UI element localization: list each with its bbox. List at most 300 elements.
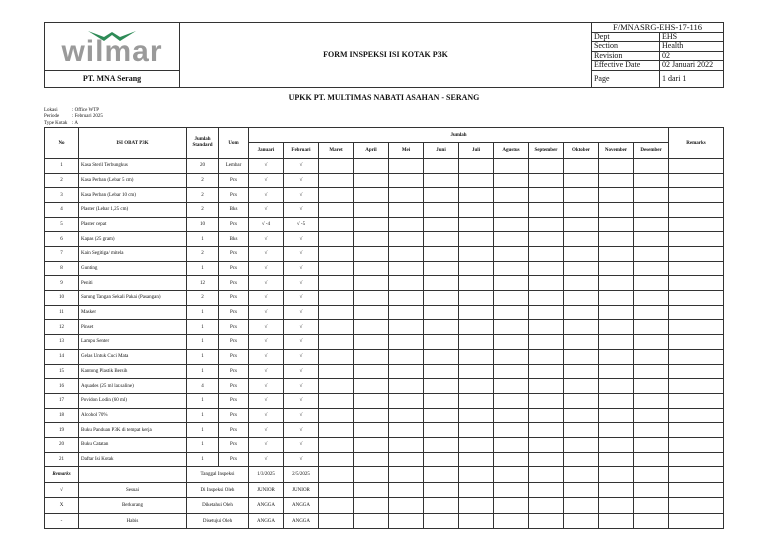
footer-empty [529, 498, 564, 514]
row-check-empty [599, 379, 634, 394]
row-check-januari: √ [249, 261, 284, 276]
row-check-empty [494, 188, 529, 203]
row-check-empty [424, 423, 459, 438]
row-check-empty [529, 276, 564, 291]
footer-empty [319, 467, 354, 483]
row-check-empty [354, 291, 389, 306]
row-check-empty [459, 379, 494, 394]
row-check-januari: √ [249, 188, 284, 203]
row-check-empty [389, 173, 424, 188]
row-check-empty [599, 261, 634, 276]
row-check-empty [459, 158, 494, 173]
row-check-empty [459, 349, 494, 364]
footer-empty [389, 513, 424, 529]
row-uom: Pcs [219, 188, 249, 203]
info-type-kotak: Type Kotak : A [44, 120, 78, 126]
row-check-empty [389, 349, 424, 364]
row-check-empty [494, 379, 529, 394]
row-check-empty [354, 408, 389, 423]
row-check-empty [529, 247, 564, 262]
row-check-empty [319, 276, 354, 291]
wilmar-logo [45, 27, 179, 69]
row-check-empty [529, 335, 564, 350]
row-check-empty [424, 335, 459, 350]
footer-row [45, 467, 724, 483]
table-row [45, 335, 724, 350]
row-check-empty [389, 452, 424, 467]
form-sheet [44, 22, 724, 529]
row-item-name: Masker [79, 305, 187, 320]
logo-cell [45, 23, 180, 71]
table-row [45, 261, 724, 276]
row-check-empty [599, 202, 634, 217]
row-check-empty [354, 188, 389, 203]
month-header-januari: Januari [249, 142, 284, 158]
row-check-empty [564, 217, 599, 232]
row-item-name: Kantong Plastik Bersih [79, 364, 187, 379]
row-standard-qty: 1 [187, 423, 219, 438]
row-check-empty [634, 188, 669, 203]
row-standard-qty: 10 [187, 217, 219, 232]
row-check-empty [319, 188, 354, 203]
row-check-empty [459, 364, 494, 379]
row-check-empty [599, 349, 634, 364]
row-uom: Pcs [219, 437, 249, 452]
row-no: 21 [45, 452, 79, 467]
row-item-name: Buku Panduan P3K di tempat kerja [79, 423, 187, 438]
row-check-empty [424, 364, 459, 379]
row-uom: Pcs [219, 247, 249, 262]
row-uom: Pcs [219, 364, 249, 379]
footer-row [45, 513, 724, 529]
month-header-desember: Desember [634, 142, 669, 158]
row-check-empty [459, 437, 494, 452]
table-row [45, 217, 724, 232]
footer-empty [634, 482, 669, 498]
footer-empty [564, 498, 599, 514]
row-item-name: Buku Catatan [79, 437, 187, 452]
form-subtitle: UPKK PT. MULTIMAS NABATI ASAHAN - SERANG [288, 92, 480, 102]
row-item-name: Peniti [79, 276, 187, 291]
row-check-empty [494, 320, 529, 335]
row-check-februari: √ [284, 276, 319, 291]
row-check-empty [459, 291, 494, 306]
row-check-januari: √ [249, 320, 284, 335]
row-check-empty [634, 202, 669, 217]
footer-empty [494, 467, 529, 483]
row-check-empty [319, 173, 354, 188]
row-check-empty [319, 437, 354, 452]
row-check-empty [564, 452, 599, 467]
row-standard-qty: 1 [187, 305, 219, 320]
row-no: 19 [45, 423, 79, 438]
row-standard-qty: 1 [187, 232, 219, 247]
table-row [45, 188, 724, 203]
row-check-februari: √ [284, 349, 319, 364]
row-check-empty [354, 379, 389, 394]
row-check-empty [599, 247, 634, 262]
row-check-empty [599, 158, 634, 173]
row-check-empty [529, 364, 564, 379]
row-check-februari: √ [284, 393, 319, 408]
row-check-empty [319, 158, 354, 173]
row-check-empty [389, 393, 424, 408]
meta-value-section: Health [659, 42, 723, 52]
row-remarks [669, 158, 724, 173]
row-check-empty [354, 158, 389, 173]
row-remarks [669, 452, 724, 467]
month-header-september: September [529, 142, 564, 158]
legend-meaning: Habis [79, 513, 187, 529]
row-check-empty [424, 202, 459, 217]
row-check-empty [459, 320, 494, 335]
footer-empty [634, 513, 669, 529]
table-row [45, 452, 724, 467]
row-check-empty [529, 232, 564, 247]
row-standard-qty: 4 [187, 379, 219, 394]
footer-februari: JUNIOR [284, 482, 319, 498]
header-item: ISI OBAT P3K [79, 128, 187, 159]
row-check-empty [634, 335, 669, 350]
row-check-empty [354, 261, 389, 276]
meta-key-revision: Revision [591, 51, 659, 61]
row-no: 15 [45, 364, 79, 379]
row-check-empty [389, 188, 424, 203]
row-uom: Pcs [219, 452, 249, 467]
row-standard-qty: 12 [187, 276, 219, 291]
row-check-empty [354, 173, 389, 188]
row-check-empty [389, 423, 424, 438]
info-periode: Periode : Februari 2025 [44, 114, 103, 120]
row-check-empty [424, 305, 459, 320]
row-check-empty [354, 320, 389, 335]
row-check-februari: √ [284, 408, 319, 423]
form-header [44, 22, 724, 88]
row-standard-qty: 1 [187, 437, 219, 452]
footer-empty [494, 482, 529, 498]
row-check-empty [634, 217, 669, 232]
row-check-empty [424, 276, 459, 291]
row-check-februari: √ [284, 379, 319, 394]
row-check-empty [319, 379, 354, 394]
legend-meaning: Sesuai [79, 482, 187, 498]
row-check-empty [599, 232, 634, 247]
row-check-januari: √ [249, 202, 284, 217]
row-check-empty [354, 232, 389, 247]
footer-remarks-empty [669, 513, 724, 529]
row-check-januari: √ [249, 364, 284, 379]
footer-empty [424, 467, 459, 483]
row-check-empty [634, 379, 669, 394]
row-standard-qty: 2 [187, 247, 219, 262]
row-check-empty [424, 437, 459, 452]
row-check-empty [459, 232, 494, 247]
row-remarks [669, 437, 724, 452]
row-no: 14 [45, 349, 79, 364]
row-check-empty [389, 305, 424, 320]
row-uom: Pcs [219, 335, 249, 350]
row-check-empty [319, 261, 354, 276]
row-check-empty [494, 158, 529, 173]
row-check-empty [494, 452, 529, 467]
row-uom: Pcs [219, 173, 249, 188]
row-check-empty [599, 335, 634, 350]
row-check-empty [424, 247, 459, 262]
row-item-name: Kasa Steril Terbungkus [79, 158, 187, 173]
row-uom: Pcs [219, 408, 249, 423]
row-check-empty [319, 320, 354, 335]
row-check-februari: √ [284, 305, 319, 320]
footer-januari: ANGGA [249, 513, 284, 529]
meta-key-dept: Dept [591, 32, 659, 42]
item-rows [45, 158, 724, 466]
row-check-empty [319, 291, 354, 306]
footer-empty [424, 513, 459, 529]
row-standard-qty: 1 [187, 364, 219, 379]
row-check-februari: √ [284, 452, 319, 467]
month-header-oktober: Oktober [564, 142, 599, 158]
footer-empty [634, 467, 669, 483]
row-check-empty [494, 261, 529, 276]
row-no: 7 [45, 247, 79, 262]
row-remarks [669, 188, 724, 203]
footer-remarks-empty [669, 467, 724, 483]
row-check-empty [494, 335, 529, 350]
row-remarks [669, 408, 724, 423]
row-no: 9 [45, 276, 79, 291]
row-check-empty [424, 261, 459, 276]
row-standard-qty: 2 [187, 202, 219, 217]
row-check-empty [564, 408, 599, 423]
row-check-januari: √ [249, 335, 284, 350]
row-check-empty [634, 261, 669, 276]
row-check-empty [389, 364, 424, 379]
row-item-name: Gunting [79, 261, 187, 276]
footer-empty [319, 482, 354, 498]
legend-symbol: X [45, 498, 79, 514]
row-check-empty [564, 423, 599, 438]
row-remarks [669, 364, 724, 379]
row-check-empty [529, 379, 564, 394]
inspection-table [44, 127, 724, 529]
row-uom: Pcs [219, 349, 249, 364]
table-row [45, 320, 724, 335]
footer-label: Disetujui Oleh [187, 513, 249, 529]
footer-empty [319, 513, 354, 529]
row-uom: Bks [219, 202, 249, 217]
month-header-juni: Juni [424, 142, 459, 158]
row-check-empty [354, 349, 389, 364]
month-header-mei: Mei [389, 142, 424, 158]
row-check-empty [424, 217, 459, 232]
row-item-name: Kasa Perban (Lebar 10 cm) [79, 188, 187, 203]
row-remarks [669, 232, 724, 247]
row-item-name: Aquades (25 ml lar.saline) [79, 379, 187, 394]
row-standard-qty: 1 [187, 408, 219, 423]
row-check-empty [634, 423, 669, 438]
table-row [45, 158, 724, 173]
row-standard-qty: 1 [187, 335, 219, 350]
row-check-empty [319, 305, 354, 320]
row-check-empty [319, 423, 354, 438]
row-check-empty [634, 408, 669, 423]
row-check-empty [564, 232, 599, 247]
row-uom: Pcs [219, 379, 249, 394]
row-check-empty [494, 217, 529, 232]
footer-empty [529, 467, 564, 483]
row-check-empty [459, 202, 494, 217]
row-check-februari: √ [284, 320, 319, 335]
footer-februari: 2/5/2025 [284, 467, 319, 483]
row-no: 20 [45, 437, 79, 452]
legend-symbol: - [45, 513, 79, 529]
legend-meaning: Berkurang [79, 498, 187, 514]
row-check-empty [494, 291, 529, 306]
row-uom: Pcs [219, 291, 249, 306]
form-title: FORM INSPEKSI ISI KOTAK P3K [180, 23, 592, 88]
row-no: 4 [45, 202, 79, 217]
table-row [45, 364, 724, 379]
row-check-empty [459, 305, 494, 320]
row-check-januari: √ [249, 305, 284, 320]
row-check-empty [494, 202, 529, 217]
row-remarks [669, 217, 724, 232]
row-uom: Pcs [219, 320, 249, 335]
row-check-empty [494, 423, 529, 438]
row-no: 2 [45, 173, 79, 188]
row-no: 1 [45, 158, 79, 173]
footer-empty [459, 498, 494, 514]
row-check-januari: √ [249, 379, 284, 394]
meta-key-section: Section [591, 42, 659, 52]
row-check-empty [389, 379, 424, 394]
row-check-januari: √ -4 [249, 217, 284, 232]
row-check-empty [389, 247, 424, 262]
row-remarks [669, 379, 724, 394]
row-uom: Bks [219, 232, 249, 247]
row-standard-qty: 2 [187, 188, 219, 203]
row-check-januari: √ [249, 423, 284, 438]
row-check-empty [494, 437, 529, 452]
row-check-januari: √ [249, 393, 284, 408]
footer-remarks-empty [669, 482, 724, 498]
info-block [44, 108, 724, 127]
row-check-februari: √ [284, 364, 319, 379]
row-check-empty [529, 349, 564, 364]
row-check-empty [529, 452, 564, 467]
row-check-empty [424, 291, 459, 306]
footer-empty [354, 482, 389, 498]
meta-value-page: 1 dari 1 [659, 70, 723, 87]
row-check-empty [459, 276, 494, 291]
row-standard-qty: 1 [187, 261, 219, 276]
remarks-legend-label: Remarks [45, 467, 79, 483]
row-check-februari: √ [284, 202, 319, 217]
info-lokasi: Lokasi : Office WTP [44, 107, 100, 113]
doc-code: F/MNASRG-EHS-17-116 [591, 23, 723, 33]
row-check-empty [634, 305, 669, 320]
row-check-empty [529, 158, 564, 173]
row-check-januari: √ [249, 437, 284, 452]
row-check-empty [529, 173, 564, 188]
row-check-empty [494, 276, 529, 291]
row-no: 10 [45, 291, 79, 306]
footer-empty [354, 513, 389, 529]
row-remarks [669, 305, 724, 320]
row-check-empty [354, 364, 389, 379]
footer-empty [599, 498, 634, 514]
row-item-name: Kapas (25 gram) [79, 232, 187, 247]
row-remarks [669, 349, 724, 364]
row-item-name: Povidon Lodin (60 ml) [79, 393, 187, 408]
row-check-empty [564, 335, 599, 350]
row-check-empty [389, 202, 424, 217]
row-check-empty [459, 423, 494, 438]
footer-empty [494, 498, 529, 514]
row-check-empty [319, 393, 354, 408]
row-check-januari: √ [249, 408, 284, 423]
table-row [45, 379, 724, 394]
footer-label: Di Inspeksi Oleh [187, 482, 249, 498]
month-header-februari: Februari [284, 142, 319, 158]
row-check-empty [564, 158, 599, 173]
row-check-empty [494, 408, 529, 423]
row-check-empty [459, 247, 494, 262]
table-row [45, 408, 724, 423]
row-check-empty [529, 291, 564, 306]
row-standard-qty: 2 [187, 291, 219, 306]
footer-empty [354, 467, 389, 483]
footer-rows [45, 467, 724, 529]
row-check-empty [599, 437, 634, 452]
footer-empty [564, 467, 599, 483]
footer-empty [319, 498, 354, 514]
row-check-empty [564, 188, 599, 203]
footer-label: Diketahui Oleh [187, 498, 249, 514]
row-item-name: Kain Segitiga/ mitela [79, 247, 187, 262]
row-standard-qty: 2 [187, 173, 219, 188]
row-check-empty [494, 349, 529, 364]
row-check-empty [599, 173, 634, 188]
row-check-empty [564, 291, 599, 306]
row-item-name: Gelas Untuk Cuci Mata [79, 349, 187, 364]
row-check-empty [494, 305, 529, 320]
row-check-empty [424, 188, 459, 203]
row-check-februari: √ [284, 247, 319, 262]
row-no: 6 [45, 232, 79, 247]
row-check-empty [494, 247, 529, 262]
table-row [45, 349, 724, 364]
meta-value-effective-date: 02 Januari 2022 [659, 61, 723, 71]
row-uom: Pcs [219, 276, 249, 291]
row-remarks [669, 276, 724, 291]
row-check-empty [424, 232, 459, 247]
footer-januari: ANGGA [249, 498, 284, 514]
row-check-empty [634, 158, 669, 173]
row-check-empty [389, 437, 424, 452]
row-remarks [669, 247, 724, 262]
table-row [45, 202, 724, 217]
row-item-name: Lampu Senter [79, 335, 187, 350]
row-check-empty [389, 276, 424, 291]
row-no: 12 [45, 320, 79, 335]
table-row [45, 247, 724, 262]
row-no: 13 [45, 335, 79, 350]
row-check-empty [494, 364, 529, 379]
row-remarks [669, 173, 724, 188]
row-no: 8 [45, 261, 79, 276]
row-check-februari: √ [284, 173, 319, 188]
